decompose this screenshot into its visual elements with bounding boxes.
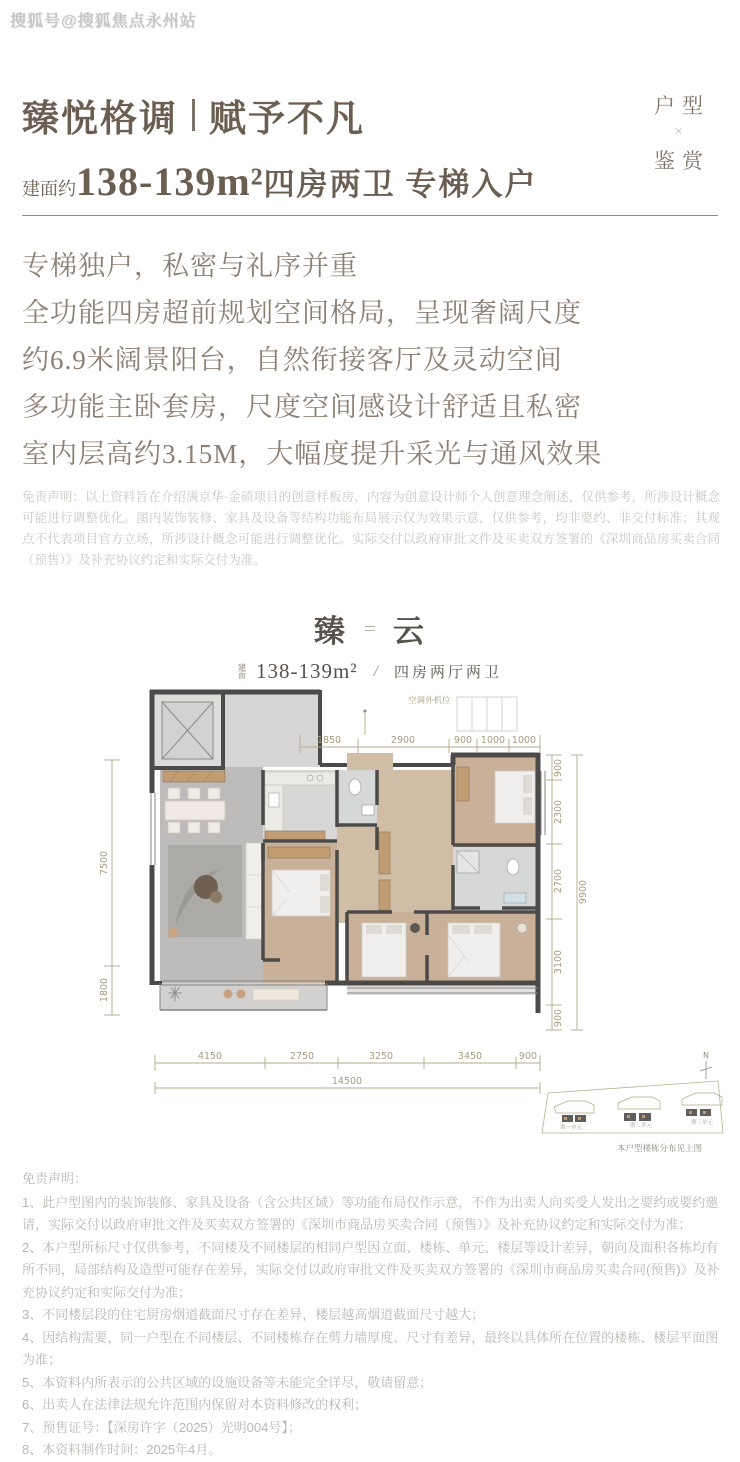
svg-text:900: 900 (518, 1051, 538, 1062)
disclaimer-item: 7、预售证号：【深房许字（2025）光明004号】； (22, 1419, 301, 1435)
svg-text:2900: 2900 (390, 735, 416, 746)
dining-table (165, 788, 225, 833)
spec-rest: 四房两卫 专梯入户 (263, 167, 538, 202)
feature-line: 多功能主卧套房，尺度空间感设计舒适且私密 (22, 392, 582, 422)
ac-unit-label: 空调外机位 (408, 696, 451, 706)
svg-text:期二单元: 期二单元 (629, 1123, 653, 1129)
corner-bottom-label: 鉴赏 (654, 149, 710, 173)
minimap-caption: 本户型楼栋分布见上图 (616, 1144, 702, 1154)
elevator-shaft (152, 692, 223, 769)
title-main: 臻悦格调 (22, 99, 178, 140)
hallway (337, 827, 453, 923)
feature-line: 约6.9米阔景阳台，自然衔接客厅及灵动空间 (22, 345, 563, 375)
header-divider-line (22, 215, 718, 216)
svg-text:1000: 1000 (511, 735, 537, 746)
disclaimer-item: 6、出卖人在法律法规允许范围内保留对本资料修改的权利； (22, 1397, 368, 1412)
minimap-building-3 (682, 1093, 722, 1116)
feature-line: 室内层高约3.15M，大幅度提升采光与通风效果 (22, 439, 603, 469)
svg-text:期三单元: 期三单元 (690, 1120, 714, 1126)
svg-text:3450: 3450 (457, 1051, 483, 1062)
svg-text:14500: 14500 (331, 1076, 363, 1087)
feature-line: 专梯独户，私密与礼序并重 (22, 251, 358, 281)
disclaimer-item: 2、本户型所标尺寸仅供参考，不同楼及不同楼层的相同户型因立面、楼栋、单元、楼层等设计差异，朝向及面积各栋均有所不同，局部结构及造型可能存在差异，实际交付以政府审批文件及买卖双方签署的《深圳市商品房买卖合同(预售)》及补充协议约定和实际交付为准； (22, 1239, 720, 1300)
svg-text:2700: 2700 (553, 868, 564, 894)
minimap-building-2 (618, 1097, 660, 1121)
plan-name-left: 臻 (314, 614, 347, 649)
spec-area: 138-139m² (76, 159, 264, 204)
corner-badge (647, 90, 710, 175)
header (22, 88, 718, 205)
header-spec (22, 158, 718, 205)
living-room-furniture (168, 843, 263, 939)
svg-text:900: 900 (553, 758, 564, 778)
feature-line: 全功能四房超前规划空间格局，呈现奢阔尺度 (22, 298, 582, 328)
plan-heading (0, 606, 740, 684)
spec-prefix: 建面约 (22, 179, 76, 199)
disclaimer-item: 4、因结构需要，同一户型在不同楼层、不同楼栋存在剪力墙厚度、尺寸有差异，最终以具体所在位置的楼栋、楼层平面图为准； (22, 1329, 719, 1367)
floorplan (10, 675, 730, 1160)
area-prefix: 建 面 (237, 662, 246, 680)
bed-master (268, 847, 330, 916)
svg-text:期一单元: 期一单元 (559, 1125, 583, 1131)
plan-name-divider-icon (365, 626, 375, 631)
plan-area: 138-139m² (255, 659, 358, 683)
disclaimer-item: 5、本资料内所表示的公共区域的设施设备等未能完全详尽，敬请留意； (22, 1374, 433, 1390)
plan-name-right: 云 (393, 614, 426, 649)
svg-text:900: 900 (453, 735, 473, 746)
svg-text:N: N (703, 1051, 709, 1060)
svg-text:1850: 1850 (316, 735, 342, 746)
plan-name (0, 606, 740, 651)
disclaimer-item: 1、此户型图内的装饰装修、家具及设备（含公共区域）等功能布局仅作示意，不作为出卖人向买受人发出之要约或要约邀请，实际交付以政府审批文件及买卖双方签署的《深圳市商品房买卖合同（预售）》及补充协议约定和实际交付为准； (22, 1194, 719, 1232)
top-disclaimer: 免责声明：以上资料旨在介绍满京华·金硕项目的创意样板房，内容为创意设计师个人创意理念阐述，仅供参考，所涉设计概念可能进行调整优化。图内装饰装修、家具及设备等结构功能布局展示仅为效果示意，仅供参考，均非要约、非交付标准；其观点不代表项目官方立场，所涉设计概念可能进行调整优化。实际交付以政府审批文件及买卖双方签署的《深圳商品房买卖合同（预售）》及补充协议约定和实际交付为准。 (22, 490, 720, 567)
corner-cross-icon: × (674, 124, 683, 140)
svg-text:3100: 3100 (553, 949, 564, 975)
disclaimer-item: 8、本资料制作时间：2025年4月。 (22, 1442, 222, 1457)
title-divider (192, 99, 195, 131)
minimap-building-1 (554, 1101, 594, 1122)
svg-text:7500: 7500 (99, 850, 110, 876)
svg-text:4150: 4150 (197, 1051, 223, 1062)
slash-divider-icon: / (373, 662, 379, 680)
page-title (22, 88, 718, 142)
site-minimap (542, 1051, 723, 1154)
svg-text:3250: 3250 (368, 1051, 394, 1062)
svg-text:2300: 2300 (553, 799, 564, 825)
svg-text:1800: 1800 (99, 977, 110, 1003)
svg-text:1000: 1000 (480, 735, 506, 746)
svg-text:900: 900 (553, 1008, 564, 1028)
floorplan-svg (10, 675, 730, 1160)
disclaimer-item: 3、不同楼层段的住宅厨房烟道截面尺寸存在差异，楼层越高烟道截面尺寸越大； (22, 1307, 485, 1322)
svg-text:2750: 2750 (289, 1051, 315, 1062)
compass-icon (700, 1051, 712, 1079)
watermark: 搜狐号@搜狐焦点永州站 (10, 13, 197, 30)
corner-top-label: 户型 (654, 94, 710, 118)
title-sub: 赋予不凡 (209, 99, 365, 140)
feature-list (22, 243, 718, 478)
bottom-disclaimer (22, 1168, 722, 1462)
svg-text:9900: 9900 (578, 879, 589, 905)
room-bath-1 (337, 770, 377, 827)
bottom-disclaimer-title: 免责声明： (22, 1171, 88, 1186)
plan-layout: 四房两厅两卫 (394, 665, 503, 681)
